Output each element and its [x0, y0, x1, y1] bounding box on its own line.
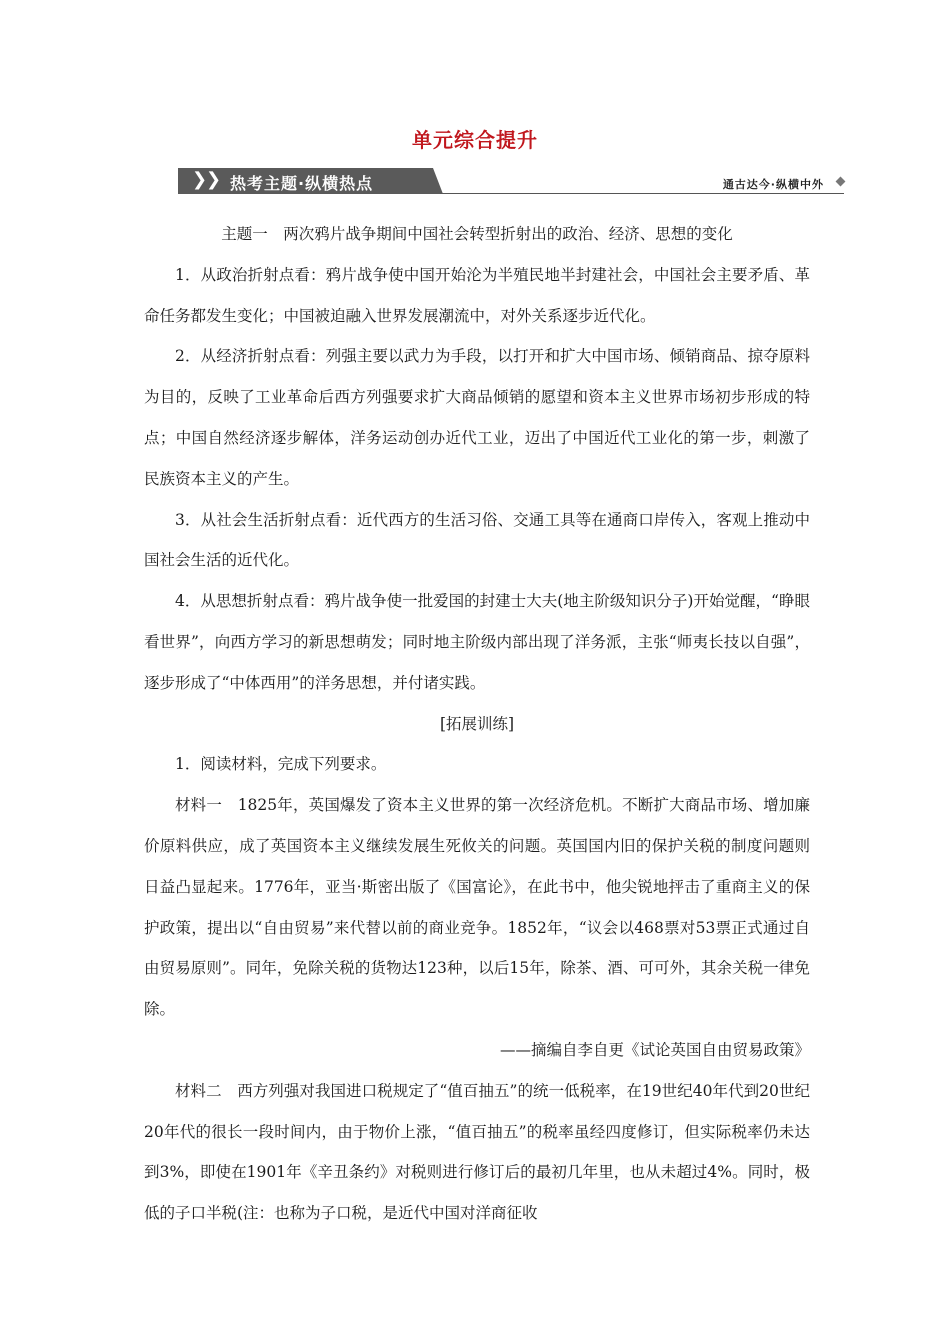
topic-heading: 主题一 两次鸦片战争期间中国社会转型折射出的政治、经济、思想的变化 [221, 225, 733, 243]
page-title: 单元综合提升 [412, 128, 538, 152]
source-citation: ——摘编自李自更《试论英国自由贸易政策》 [499, 1040, 810, 1059]
paragraph: 4．从思想折射点看：鸦片战争使一批爱国的封建士大夫(地主阶级知识分子)开始觉醒，“睁眼看世界”，向西方学习的新思想萌发；同时地主阶级内部出现了洋务派，主张“师夷长技以自强”，逐步形成了“中体西用”的洋务思想，并付诸实践。 [144, 592, 810, 692]
question: 1．阅读材料，完成下列要求。 [175, 755, 387, 774]
chevron-right-icon: ❯ [206, 169, 222, 190]
paragraph: 3．从社会生活折射点看：近代西方的生活习俗、交通工具等在通商口岸传入，客观上推动中国社会生活的近代化。 [144, 510, 810, 570]
chevron-right-icon: ❯ [192, 169, 208, 190]
material-one: 材料一 1825年，英国爆发了资本主义世界的第一次经济危机。不断扩大商品市场、增加廉价原料供应，成了英国资本主义继续发展生死攸关的问题。英国国内旧的保护关税的制度问题则日益凸显起来。1776年，亚当·斯密出版了《国富论》，在此书中，他尖锐地抨击了重商主义的保护政策，提出以“自由贸易”来代替以前的商业竞争。1852年，“议会以468票对53票正式通过自由贸易原则”。同年，免除关税的货物达123种，以后15年，除茶、酒、可可外，其余关税一律免除。 [144, 796, 810, 1019]
section-banner [178, 166, 848, 196]
material-two: 材料二 西方列强对我国进口税规定了“值百抽五”的统一低税率，在19世纪40年代到20世纪20年代的很长一段时间内，由于物价上涨，“值百抽五”的税率虽经四度修订，但实际税率仍未达到3%，即使在1901年《辛丑条约》对税则进行修订后的最初几年里，也从未超过4%。同时，极低的子口半税(注：也称为子口税，是近代中国对洋商征收 [144, 1081, 810, 1223]
exercise-heading: [拓展训练] [439, 714, 515, 733]
banner-tag: 通古达今·纵横中外 [722, 178, 824, 191]
diamond-icon [836, 177, 846, 187]
document-body [144, 214, 810, 1234]
paragraph: 2．从经济折射点看：列强主要以武力为手段，以打开和扩大中国市场、倾销商品、掠夺原料为目的，反映了工业革命后西方列强要求扩大商品倾销的愿望和资本主义世界市场初步形成的特点；中国自然经济逐步解体，洋务运动创办近代工业，迈出了中国近代工业化的第一步，刺激了民族资本主义的产生。 [144, 347, 810, 488]
banner-divider [440, 193, 844, 194]
banner-label: 热考主题·纵横热点 [230, 174, 374, 193]
paragraph: 1．从政治折射点看：鸦片战争使中国开始沦为半殖民地半封建社会，中国社会主要矛盾、革命任务都发生变化；中国被迫融入世界发展潮流中，对外关系逐步近代化。 [144, 265, 810, 325]
